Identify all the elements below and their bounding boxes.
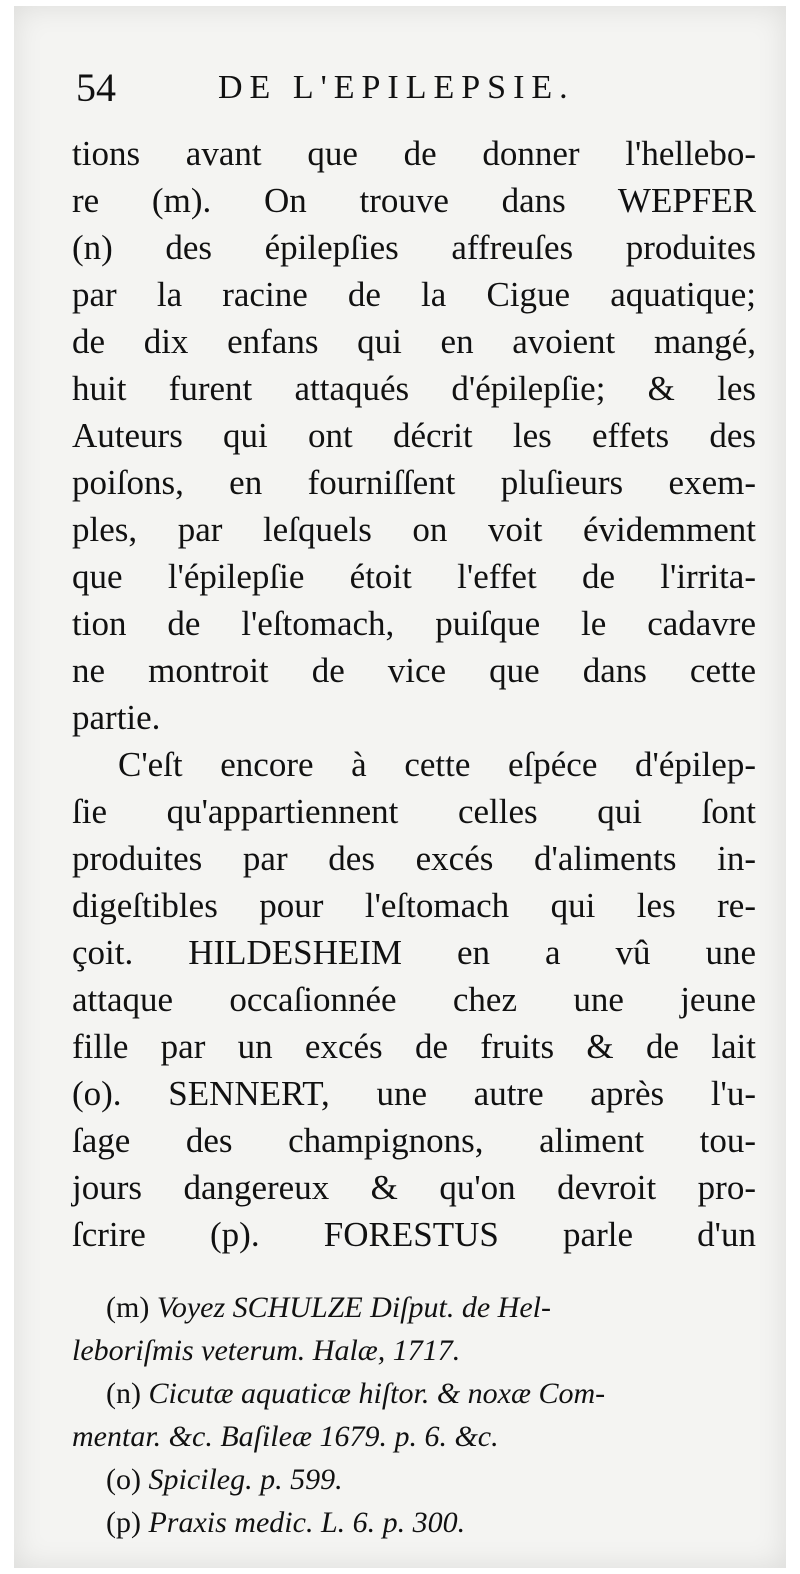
- footnote-mark: (o): [106, 1463, 141, 1496]
- text-line: tions avant que de donner l'hellebo-: [72, 134, 756, 173]
- footnote-text: leboriſmis veterum. Halæ, 1717.: [72, 1334, 461, 1367]
- body-text: [72, 130, 756, 1258]
- text-line: Auteurs qui ont décrit les effets des: [72, 416, 756, 455]
- text-line: digeſtibles pour l'eſtomach qui les re-: [72, 886, 756, 925]
- text-line: que l'épilepſie étoit l'effet de l'irrita-: [72, 557, 756, 596]
- footnote-n-cont: [72, 1415, 756, 1458]
- text-line: ſcrire (p). FORESTUS parle d'un: [72, 1215, 756, 1254]
- text-line: attaque occaſionnée chez une jeune: [72, 980, 756, 1019]
- footnote-text: mentar. &c. Baſileæ 1679. p. 6. &c.: [72, 1420, 499, 1453]
- footnote-p: [72, 1501, 756, 1544]
- footnote-text: Cicutæ aquaticæ hiſtor. & noxæ Com-: [148, 1377, 606, 1410]
- footnote-m-cont: [72, 1329, 756, 1372]
- footnote-n: [72, 1372, 756, 1415]
- footnote-text: Voyez SCHULZE Diſput. de Hel-: [156, 1291, 551, 1324]
- footnote-o: [72, 1458, 756, 1501]
- footnote-text: Spicileg. p. 599.: [148, 1463, 343, 1496]
- text-line: huit furent attaqués d'épilepſie; & les: [72, 369, 756, 408]
- text-line: ſie qu'appartiennent celles qui ſont: [72, 792, 756, 831]
- text-line: çoit. HILDESHEIM en a vû une: [72, 933, 756, 972]
- text-line: partie.: [72, 698, 161, 737]
- footnote-text: Praxis medic. L. 6. p. 300.: [148, 1506, 466, 1539]
- book-page: [14, 6, 786, 1568]
- footnotes: [72, 1286, 756, 1544]
- page-number: 54: [76, 65, 116, 110]
- text-line: poiſons, en fourniſſent pluſieurs exem-: [72, 463, 756, 502]
- footnote-mark: (m): [106, 1291, 150, 1324]
- text-line: (o). SENNERT, une autre après l'u-: [72, 1074, 756, 1113]
- text-line: re (m). On trouve dans WEPFER: [72, 181, 756, 220]
- text-line: jours dangereux & qu'on devroit pro-: [72, 1168, 756, 1207]
- footnote-mark: (n): [106, 1377, 141, 1410]
- text-line: tion de l'eſtomach, puiſque le cadavre: [72, 604, 756, 643]
- text-line: produites par des excés d'aliments in-: [72, 839, 756, 878]
- text-line: (n) des épilepſies affreuſes produites: [72, 228, 756, 267]
- text-line: par la racine de la Cigue aquatique;: [72, 275, 756, 314]
- footnote-mark: (p): [106, 1506, 141, 1539]
- text-line: C'eſt encore à cette eſpéce d'épilep-: [118, 745, 756, 784]
- text-line: fille par un excés de fruits & de lait: [72, 1027, 756, 1066]
- text-line: ſage des champignons, aliment tou-: [72, 1121, 756, 1160]
- text-line: ne montroit de vice que dans cette: [72, 651, 756, 690]
- running-head: DE L'EPILEPSIE.: [218, 69, 575, 106]
- text-line: de dix enfans qui en avoient mangé,: [72, 322, 756, 361]
- page-header: [76, 58, 756, 118]
- text-line: ples, par leſquels on voit évidemment: [72, 510, 756, 549]
- footnote-m: [72, 1286, 756, 1329]
